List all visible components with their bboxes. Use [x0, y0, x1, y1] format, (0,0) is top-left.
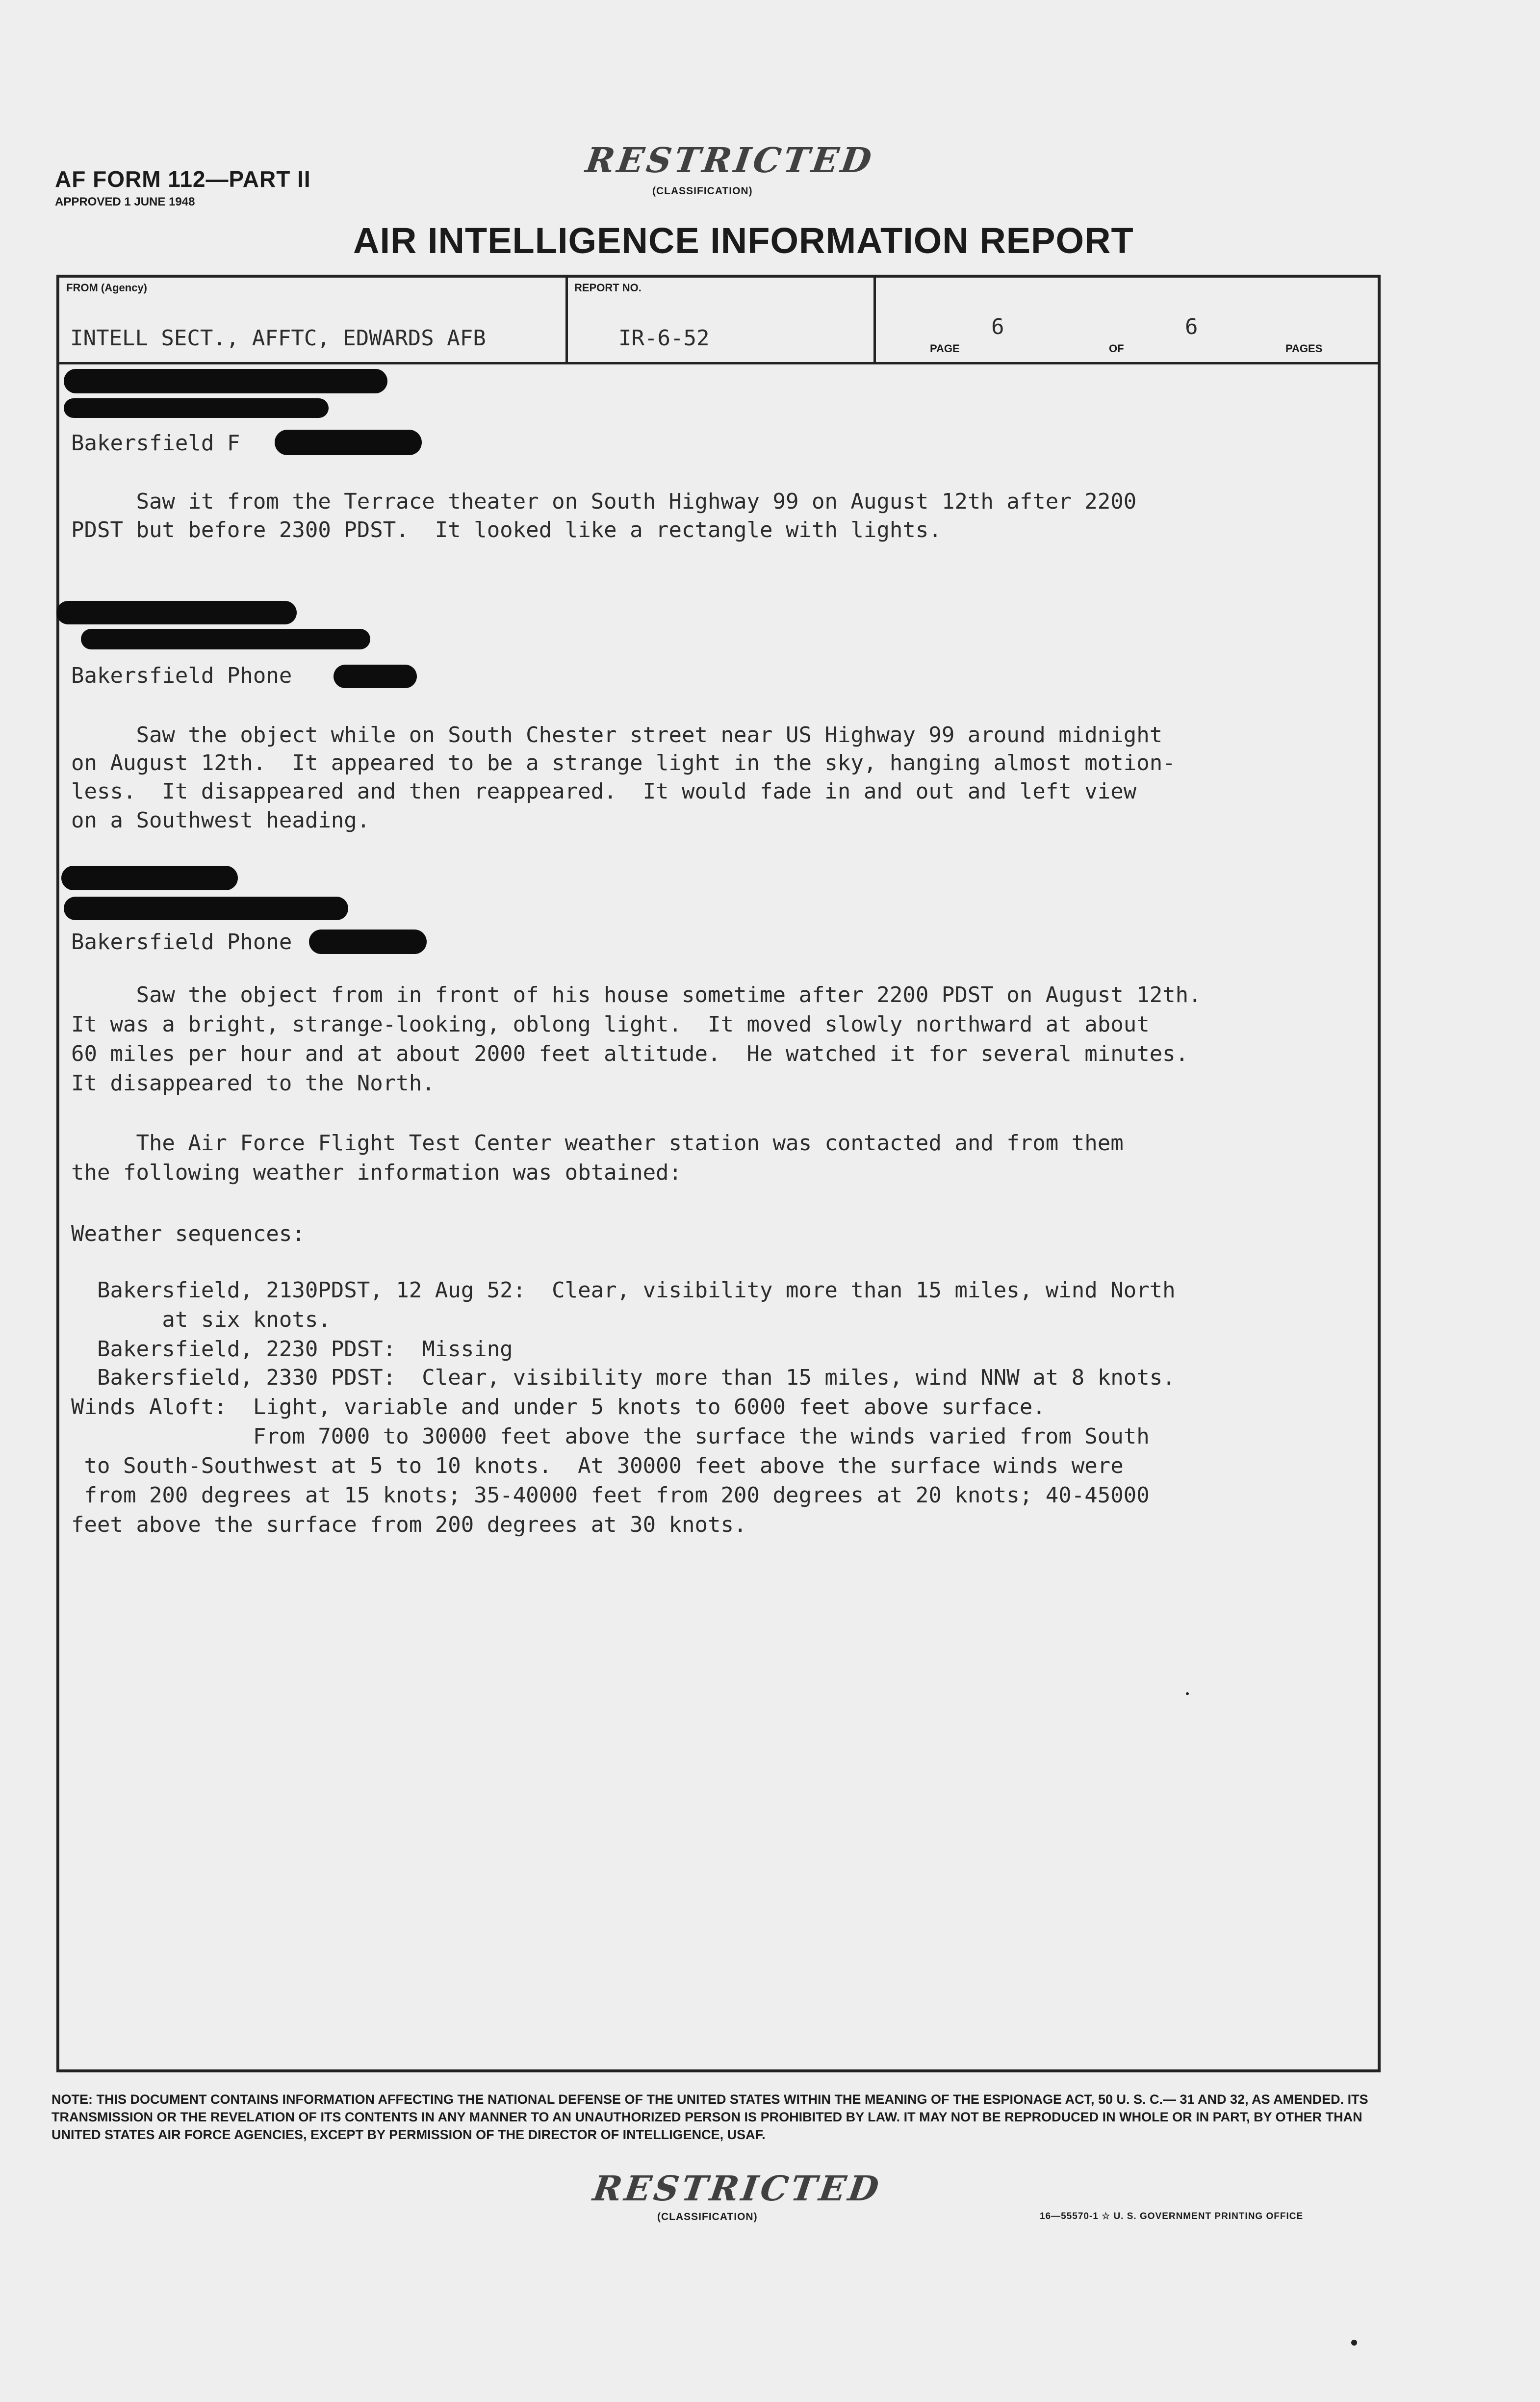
report-no-label: REPORT NO. — [574, 282, 642, 294]
report-line: It was a bright, strange-looking, oblong light. It moved slowly northward at about — [71, 1012, 1150, 1037]
form-number: AF FORM 112—PART II — [55, 166, 311, 192]
report-line: The Air Force Flight Test Center weather station was contacted and from them — [71, 1131, 1124, 1156]
witness-3-address: Bakersfield Phone — [71, 930, 292, 955]
weather-line: Bakersfield, 2230 PDST: Missing — [71, 1337, 513, 1362]
report-line: the following weather information was obtained: — [71, 1160, 682, 1185]
classification-label-bottom: (CLASSIFICATION) — [657, 2211, 758, 2222]
report-title: AIR INTELLIGENCE INFORMATION REPORT — [353, 220, 1134, 261]
form-approved-date: APPROVED 1 JUNE 1948 — [55, 195, 195, 208]
header-column-divider — [565, 278, 568, 362]
page-label: PAGE — [930, 342, 960, 355]
redaction-mark — [64, 369, 387, 393]
security-note: NOTE: THIS DOCUMENT CONTAINS INFORMATION AFFECTING THE NATIONAL DEFENSE OF THE UNITED STATES WITHIN THE MEANING OF THE ESPIONAGE ACT, 50 U. S. C.— 31 AND 32, AS AMENDED. ITS TRANSMISSION OR THE REVELATION OF ITS CONTENTS IN ANY MANNER TO AN UNAUTHORIZED PERSON IS PROHIBITED BY LAW. IT MAY NOT BE REPRODUCED IN WHOLE OR IN PART, BY OTHER THAN UNITED STATES AIR FORCE AGENCIES, EXCEPT BY PERMISSION OF THE DIRECTOR OF INTELLIGENCE, USAF. — [51, 2092, 1368, 2142]
report-line: on a Southwest heading. — [71, 808, 370, 833]
specks — [1351, 2340, 1357, 2346]
weather-line: Winds Aloft: Light, variable and under 5 knots to 6000 feet above surface. — [71, 1395, 1046, 1420]
report-line: 60 miles per hour and at about 2000 feet altitude. He watched it for several minutes. — [71, 1041, 1189, 1066]
weather-line: Bakersfield, 2330 PDST: Clear, visibility more than 15 miles, wind NNW at 8 knots. — [71, 1365, 1176, 1390]
redaction-mark — [56, 601, 297, 624]
weather-line: from 200 degrees at 15 knots; 35-40000 feet from 200 degrees at 20 knots; 40-45000 — [71, 1483, 1150, 1508]
redaction-mark — [64, 398, 329, 418]
weather-heading: Weather sequences: — [71, 1221, 305, 1246]
specks — [1186, 1692, 1189, 1695]
weather-line: at six knots. — [71, 1307, 331, 1332]
report-line: Saw it from the Terrace theater on South Highway 99 on August 12th after 2200 — [71, 489, 1137, 514]
header-divider — [59, 362, 1378, 364]
classification-stamp-bottom: RESTRICTED — [590, 2168, 884, 2209]
report-line: less. It disappeared and then reappeared. It would fade in and out and left view — [71, 779, 1137, 804]
header-column-divider — [873, 278, 876, 362]
report-line: Saw the object from in front of his house sometime after 2200 PDST on August 12th. — [71, 982, 1202, 1007]
weather-line: From 7000 to 30000 feet above the surface the winds varied from South — [71, 1424, 1150, 1449]
redaction-mark — [309, 930, 427, 954]
witness-1-address: Bakersfield F — [71, 431, 240, 456]
report-line: on August 12th. It appeared to be a strange light in the sky, hanging almost motion- — [71, 750, 1176, 775]
report-line: Saw the object while on South Chester street near US Highway 99 around midnight — [71, 723, 1163, 748]
weather-line: Bakersfield, 2130PDST, 12 Aug 52: Clear, visibility more than 15 miles, wind North — [71, 1278, 1176, 1303]
report-no-value: IR-6-52 — [618, 326, 710, 351]
classification-stamp-top: RESTRICTED — [583, 140, 877, 181]
redaction-mark — [64, 897, 348, 920]
from-label: FROM (Agency) — [66, 282, 147, 294]
from-value: INTELL SECT., AFFTC, EDWARDS AFB — [70, 326, 486, 351]
pages-label: PAGES — [1285, 342, 1323, 355]
report-line: It disappeared to the North. — [71, 1071, 435, 1096]
printer-imprint: 16—55570-1 ☆ U. S. GOVERNMENT PRINTING OFFICE — [1040, 2211, 1304, 2221]
page-value: 6 — [991, 314, 1004, 339]
of-value: 6 — [1185, 314, 1198, 339]
witness-2-address: Bakersfield Phone — [71, 663, 292, 688]
weather-line: to South-Southwest at 5 to 10 knots. At 30000 feet above the surface winds were — [71, 1453, 1124, 1478]
redaction-mark — [275, 430, 422, 455]
report-line: PDST but before 2300 PDST. It looked like a rectangle with lights. — [71, 517, 942, 542]
redaction-mark — [334, 665, 417, 688]
weather-line: feet above the surface from 200 degrees at 30 knots. — [71, 1512, 747, 1537]
redaction-mark — [61, 866, 238, 890]
of-label: OF — [1109, 342, 1124, 355]
redaction-mark — [81, 629, 370, 649]
classification-label-top: (CLASSIFICATION) — [652, 185, 753, 197]
